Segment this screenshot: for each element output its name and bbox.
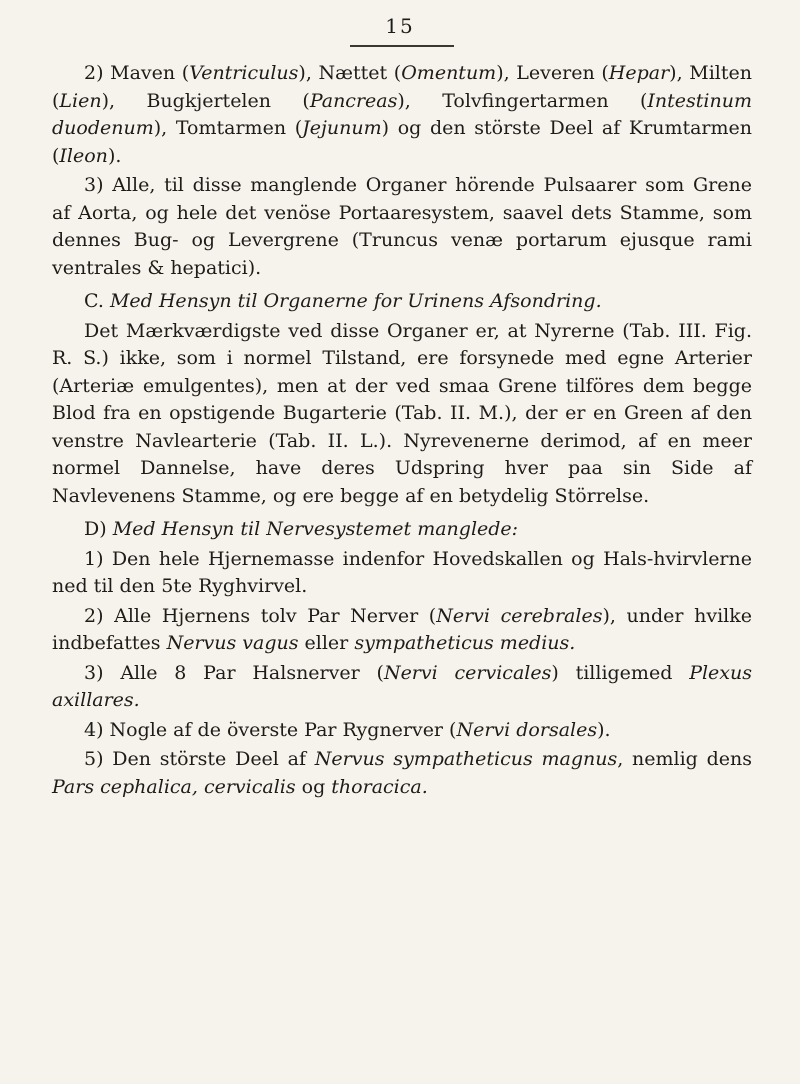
- latin-term: Intestinum duodenum: [52, 89, 752, 139]
- latin-term: Nervi cervicales: [383, 661, 552, 684]
- latin-term: Pars cephalica, cervicalis: [52, 775, 296, 798]
- text-run: ), Tomtarmen (: [153, 117, 303, 139]
- latin-term: Nervi cerebrales: [436, 604, 603, 627]
- text-run: ), under hvilke indbefattes: [52, 604, 752, 654]
- latin-term: Jejunum: [302, 117, 382, 139]
- nerve-item-4: [52, 717, 752, 745]
- text-run: ) og den störste Deel af Krumtarmen (: [52, 117, 753, 167]
- text-run: , nemlig dens: [617, 748, 753, 770]
- latin-term: sympatheticus medius.: [354, 632, 576, 654]
- latin-term: thoracica.: [331, 775, 428, 798]
- page-number: 15: [385, 14, 415, 38]
- latin-term: Ventriculus: [189, 62, 299, 84]
- text-run: ), Milten (: [52, 62, 752, 112]
- latin-term: Omentum: [401, 62, 497, 84]
- text-run: D): [84, 518, 113, 540]
- text-run: ), Bugkjertelen (: [101, 89, 310, 112]
- latin-term: Nervus sympatheticus magnus: [314, 748, 618, 770]
- latin-term: Ileon: [59, 144, 108, 167]
- text-run: 3) Alle 8 Par Halsnerver (: [84, 661, 384, 684]
- text-run: 5) Den störste Deel af: [84, 748, 315, 770]
- section-c-heading: [52, 288, 752, 316]
- text-run: ).: [597, 718, 611, 741]
- section-d-heading: [52, 516, 752, 544]
- text-run: ), Tolvfingertarmen (: [397, 89, 648, 112]
- nerve-item-1: [52, 546, 752, 601]
- latin-term: Nervus vagus: [166, 632, 299, 654]
- latin-term: Lien: [59, 89, 102, 112]
- text-run: C.: [84, 290, 110, 312]
- nerve-item-2: [52, 603, 752, 658]
- text-run: 4) Nogle af de överste Par Rygnerver (: [84, 718, 457, 741]
- item-2-paragraph: [52, 60, 752, 170]
- text-run: 2) Alle Hjernens tolv Par Nerver (: [84, 604, 437, 627]
- text-run: ), Leveren (: [496, 62, 609, 84]
- item-3-paragraph: [52, 172, 752, 282]
- text-run: 3) Alle, til disse manglende Organer hörende Pulsaarer som Grene af Aorta, og hele det venöse Portaaresystem, saavel dets Stamme, som dennes Bug- og Levergrene (Truncus venæ portarum ejusque rami ventrales & hepatici).: [52, 174, 752, 279]
- text-run: 2) Maven (: [84, 62, 190, 84]
- nerve-item-3: [52, 660, 752, 715]
- latin-term: Hepar: [608, 62, 670, 84]
- text-run: ) tilligemed: [551, 661, 690, 684]
- latin-term: Med Hensyn til Organerne for Urinens Afsondring.: [109, 290, 602, 312]
- text-run: og: [295, 775, 332, 798]
- latin-term: Med Hensyn til Nervesystemet manglede:: [112, 518, 519, 540]
- body-text: [52, 60, 752, 803]
- latin-term: Pancreas: [309, 89, 398, 112]
- text-run: ).: [107, 144, 122, 167]
- text-run: eller: [298, 632, 355, 654]
- latin-term: Nervi dorsales: [456, 718, 598, 741]
- nerve-item-5: [52, 746, 752, 801]
- page-number-rule: [350, 45, 454, 47]
- text-run: ), Nættet (: [298, 62, 402, 84]
- latin-term: Plexus axillares.: [52, 661, 752, 711]
- text-run: 1) Den hele Hjernemasse indenfor Hovedskallen og Hals-hvirvlerne ned til den 5te Ryghvirvel.: [52, 547, 752, 597]
- text-run: Det Mærkværdigste ved disse Organer er, at Nyrerne (Tab. III. Fig. R. S.) ikke, som i normel Tilstand, ere forsynede med egne Arterier (Arteriæ emulgentes), men at der ved smaa Grene tilföres dem begge Blod fra en opstigende Bugarterie (Tab. II. M.), der er en Green af den venstre Navlearterie (Tab. II. L.). Nyrevenerne derimod, af en meer normel Dannelse, have deres Udspring hver paa sin Side af Navlevenens Stamme, og ere begge af en betydelig Störrelse.: [52, 319, 752, 507]
- section-c-paragraph: [52, 318, 752, 511]
